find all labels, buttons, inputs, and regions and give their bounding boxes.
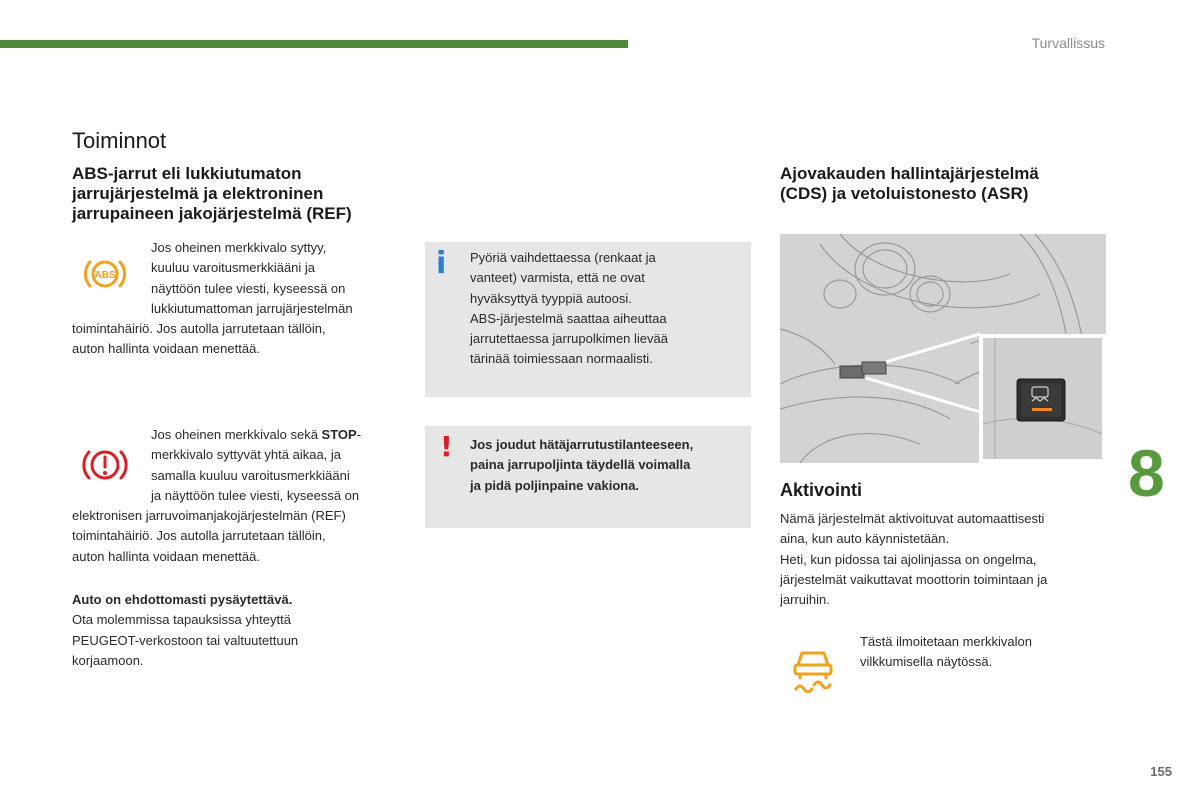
stop-keyword: STOP (321, 427, 357, 442)
info-line: hyväksyttyä tyyppiä autoosi. (470, 290, 632, 306)
activation-paragraph (780, 509, 1110, 610)
chapter-number: 8 (1128, 436, 1165, 510)
info-note-text (470, 248, 740, 370)
stop-line: merkkivalo syttyvät yhtä aikaa, ja (151, 447, 342, 463)
stop-line-first (72, 425, 412, 445)
activation-line: aina, kun auto käynnistetään. (780, 531, 950, 547)
activation-line: Heti, kun pidossa tai ajolinjassa on ongelma, (780, 551, 1037, 567)
header-accent-bar (0, 40, 628, 48)
abs-heading-line: jarrujärjestelmä ja elektroninen (72, 184, 324, 203)
abs-paragraph (72, 238, 412, 360)
activation-line: Nämä järjestelmät aktivoituvat automaattisesti (780, 511, 1045, 526)
abs-line: auton hallinta voidaan menettää. (72, 341, 260, 357)
esp-line: Tästä ilmoitetaan merkkivalon (860, 634, 1032, 649)
activation-line: jarruihin. (780, 592, 830, 608)
info-icon: i (436, 246, 447, 281)
stop-line-text: Jos oheinen merkkivalo sekä (151, 427, 322, 442)
stop-notice-line: PEUGEOT-verkostoon tai valtuutettuun (72, 632, 299, 648)
abs-line: toimintahäiriö. Jos autolla jarrutetaan tällöin, (72, 321, 326, 337)
abs-heading-line: jarrupaineen jakojärjestelmä (REF) (72, 204, 352, 223)
exclamation-icon: ! (440, 430, 453, 463)
stop-line: ja näyttöön tulee viesti, kyseessä on (151, 487, 360, 503)
info-line: Pyöriä vaihdettaessa (renkaat ja (470, 250, 656, 265)
abs-line: Jos oheinen merkkivalo syttyy, (151, 240, 327, 255)
svg-text:ABS: ABS (94, 270, 116, 281)
info-line: tärinää toimiessaan normaalisti. (470, 351, 653, 367)
stop-line: elektronisen jarruvoimanjakojärjestelmän (REF) (72, 508, 346, 524)
stop-notice-bold: Auto on ehdottomasti pysäytettävä. (72, 592, 293, 607)
stop-paragraph (72, 425, 412, 567)
section-title: Turvallissus (1031, 35, 1105, 51)
skid-car-warning-icon (790, 645, 836, 693)
stop-notice-line: Ota molemmissa tapauksissa yhteyttä (72, 612, 291, 628)
warning-line: Jos joudut hätäjarrutustilanteeseen, (470, 437, 694, 452)
stop-line: samalla kuuluu varoitusmerkkiääni (151, 467, 350, 483)
abs-heading-line: ABS-jarrut eli lukkiutumaton (72, 164, 302, 183)
activation-line: järjestelmät vaikuttavat moottorin toimintaan ja (780, 571, 1048, 587)
info-line: ABS-järjestelmä saattaa aiheuttaa (470, 310, 667, 326)
stop-notice-line: korjaamoon. (72, 652, 144, 668)
abs-line: kuuluu varoitusmerkkiääni ja (151, 260, 316, 276)
stop-line: auton hallinta voidaan menettää. (72, 548, 260, 564)
esp-paragraph (860, 632, 1100, 673)
page-title: Toiminnot (72, 128, 167, 153)
dashboard-illustration (780, 234, 1106, 463)
page-number: 155 (1150, 764, 1172, 779)
esp-line: vilkkumisella näytössä. (860, 654, 993, 670)
cds-heading-line: Ajovakauden hallintajärjestelmä (780, 164, 1039, 183)
abs-line: näyttöön tulee viesti, kyseessä on (151, 280, 346, 296)
warning-line: ja pidä poljinpaine vakiona. (470, 477, 640, 493)
cds-heading (780, 164, 1039, 204)
info-line: vanteet) varmista, että ne ovat (470, 270, 645, 286)
abs-line: lukkiutumattoman jarrujärjestelmän (151, 300, 353, 316)
stop-line-hyphen: - (356, 427, 362, 442)
activation-heading: Aktivointi (780, 480, 863, 500)
warning-note-text (470, 435, 745, 496)
info-line: jarrutettaessa jarrupolkimen lievää (470, 331, 668, 347)
warning-line: paina jarrupoljinta täydellä voimalla (470, 457, 691, 473)
stop-notice (72, 590, 412, 671)
cds-heading-line: (CDS) ja vetoluistonesto (ASR) (780, 184, 1029, 203)
stop-line: toimintahäiriö. Jos autolla jarrutetaan tällöin, (72, 528, 326, 544)
abs-heading (72, 164, 352, 224)
